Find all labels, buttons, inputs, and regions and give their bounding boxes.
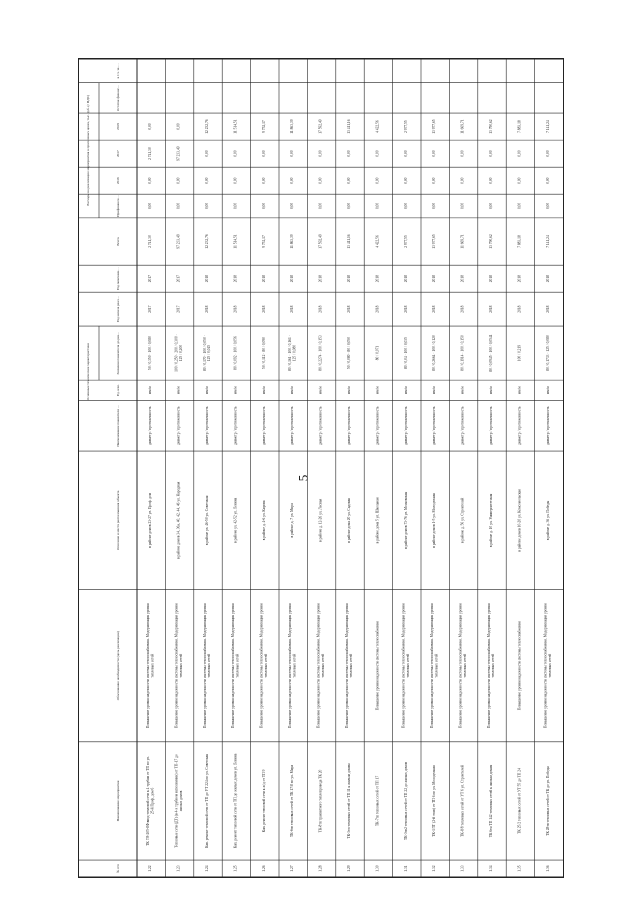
cell-values: 80 / 0,2664 · 100 / 0,120 [432, 335, 437, 371]
cell-param_name: диаметр / протяженность [261, 406, 266, 446]
cell-year_end: 2018 [545, 275, 550, 283]
cell-place: в районе ул. 42-52 ул. Ленина [233, 497, 238, 544]
cell-reason: Повышение уровня надежности системы теплоснабжения. Модернизация уровня [458, 603, 463, 729]
cell-y2018: 11 863,39 [290, 119, 295, 134]
cell-name: ТК-3тп тепловых сетей от ТП 11 к жилым домам [347, 763, 351, 839]
cell-reason: тепловых сетей [349, 653, 354, 678]
column-header-y2017: 2017 [116, 150, 120, 158]
cell-total: 97 233,49 [176, 234, 181, 249]
cell-values: 80 / 0,2274 · 100 / 0,153 [318, 335, 323, 371]
cell-num: 1.26 [261, 865, 266, 872]
cell-total: 11 669,71 [460, 234, 465, 249]
cell-unit: мм/м [347, 386, 351, 395]
column-header-y2016: 2016 [116, 177, 120, 185]
cell-place: в районе домов 10-20 ул. Комсомольская [517, 489, 522, 552]
cell-year_start: 2018 [489, 305, 493, 313]
table-grid [79, 59, 563, 877]
cell-y2017: 0,00 [460, 150, 465, 157]
cell-year_end: 2018 [517, 275, 522, 283]
cell-year_end: 2017 [176, 275, 181, 283]
cell-reason: тепловых сетей [264, 653, 268, 678]
cell-total: 9 752,17 [261, 235, 266, 248]
cell-year_start: 2018 [290, 305, 295, 313]
cell-y2017: 0,00 [403, 150, 408, 157]
cell-unit: мм/м [460, 386, 465, 395]
cell-prev: 0,00 [318, 202, 323, 210]
cell-y2018: 11 514,51 [233, 119, 238, 134]
cell-reason: Повышение уровня надежности системы теплоснабжения [517, 621, 522, 711]
column-header-nds: в т.ч. за … [116, 63, 120, 79]
cell-year_end: 2018 [233, 275, 238, 283]
cell-place: в районе д. 7 ул. Мира [290, 503, 295, 538]
column-header-place: Описание и место расположения объекта [116, 490, 120, 551]
cell-reason: тепловых сетей [178, 653, 183, 678]
cell-y2016: 0,00 [148, 177, 153, 184]
cell-y2018: 4 422,56 [375, 120, 380, 133]
column-header-y2018: 2018 [116, 123, 120, 130]
cell-y2016: 0,00 [318, 177, 323, 184]
cell-num: 1.34 [489, 865, 493, 872]
cell-y2017: 0,00 [545, 150, 550, 157]
cell-y2018: 2 977,55 [403, 120, 408, 133]
cell-param_name: диаметр / протяженность [318, 406, 323, 446]
cell-name: ТК-8тп транзитного теплопровода ТК 20 [318, 769, 323, 833]
cell-total: 7 141,24 [545, 235, 550, 248]
cell-year_end: 2018 [205, 275, 209, 283]
cell-place: в районе домов 73-76 ул. Московская [403, 491, 408, 549]
cell-place: в районе домов 1-5 ул. Молодежная [432, 493, 437, 548]
cell-reason: Повышение уровня надежности системы теплоснабжения. Модернизация уровня [174, 603, 179, 729]
cell-unit: мм/м [318, 386, 323, 395]
cell-total: 13 790,62 [489, 234, 493, 249]
cell-y2017: 0,00 [261, 150, 266, 157]
cell-y2018: 7 141,24 [545, 120, 550, 133]
cell-y2016: 0,00 [489, 177, 493, 184]
cell-reason: тепловых сетей [491, 653, 496, 678]
page-number: 5 [295, 474, 311, 482]
cell-y2017: 0,00 [517, 150, 522, 157]
cell-reason: Повышение уровня надежности системы теплоснабжения. Модернизация уровня [543, 603, 548, 729]
cell-y2016: 0,00 [290, 177, 295, 184]
cell-reason: Повышение уровня надежности системы теплоснабжения. Модернизация уровня [486, 603, 491, 729]
column-header-prev: Профинанси… [116, 195, 120, 217]
cell-prev: 0,00 [432, 202, 437, 210]
column-header-name: Наименование мероприятия [116, 780, 120, 822]
cell-unit: мм/м [261, 386, 266, 395]
cell-reason: Повышение уровня надежности системы теплоснабжения. Модернизация уровня [202, 603, 207, 729]
cell-unit: мм/м [290, 386, 295, 395]
cell-year_end: 2018 [432, 275, 437, 283]
cell-name: Кап. ремонт тепловой сети к ж/д от ТП 9 [261, 769, 266, 833]
cell-total: 12 232,76 [205, 234, 209, 249]
cell-num: 1.23 [176, 865, 181, 872]
cell-name: Кап. ремонт тепловой сети от ТП до УТ 224 по ул. Советская [205, 754, 209, 848]
cell-param_name: диаметр / протяженность [290, 406, 295, 446]
cell-name: ТК 25/2 тепловых сетей от УТ 55 до ТП 24 [517, 768, 522, 834]
cell-unit: мм/м [489, 386, 493, 395]
cell-name: ТК-3тп2 тепловых сетей от ТП 22 до жилых домов [403, 761, 408, 840]
cell-reason: Повышение уровня надежности системы теплоснабжения [375, 621, 380, 711]
cell-y2017: 0,00 [318, 150, 323, 157]
cell-param_name: диаметр / протяженность [460, 406, 465, 446]
cell-param_name: диаметр / протяженность [205, 406, 209, 446]
cell-reason: Повышение уровня надежности системы теплоснабжения. Модернизация уровня [259, 603, 264, 729]
cell-y2017: 0,00 [347, 150, 351, 157]
cell-year_end: 2017 [148, 275, 153, 283]
cell-param_name: диаметр / протяженность [176, 406, 181, 446]
cell-name: ТК-1/ТГ (2-й этап) от ТП 6 по ул. Молодежная [432, 765, 437, 837]
cell-unit: мм/м [432, 386, 437, 395]
cell-num: 1.32 [432, 865, 437, 872]
cell-num: 1.33 [460, 865, 465, 872]
cell-param_name: диаметр / протяженность [347, 406, 351, 446]
cell-total: 7 883,18 [517, 235, 522, 248]
cell-name: Тепловые сети (ДТ) (в 4-х трубном исполнении) от ТП-17 до [174, 754, 179, 848]
cell-y2016: 0,00 [233, 177, 238, 184]
cell-unit: мм/м [545, 386, 550, 395]
cell-param_name: диаметр / протяженность [148, 406, 153, 446]
investment-table [78, 58, 564, 878]
cell-place: в районе д. 12-26 ул. Лесная [318, 498, 323, 542]
cell-y2017: 2 741,30 [148, 147, 153, 160]
cell-year_end: 2018 [347, 275, 351, 283]
cell-year_start: 2018 [375, 305, 380, 313]
cell-year_start: 2018 [347, 305, 351, 313]
cell-year_end: 2018 [489, 275, 493, 283]
cell-place: в районе дома 20 ул. Садовая [347, 498, 351, 543]
cell-y2018: 13 977,65 [432, 119, 437, 134]
cell-reason: Повышение уровня надежности системы теплоснабжения. Модернизация уровня [430, 603, 434, 729]
cell-y2016: 0,00 [460, 177, 465, 184]
cell-unit: мм/м [233, 386, 238, 395]
cell-values: 80 / 0,0945 · 100 / 0,0541 [489, 334, 493, 372]
cell-reason: тепловых сетей [548, 653, 552, 678]
cell-values: 50 / 0,112 · 80 / 0,090 [261, 337, 266, 369]
cell-place: в районе д. 4-6 ул. Кирова [261, 500, 266, 541]
cell-prev: 0,00 [347, 202, 351, 210]
cell-reason: Повышение уровня надежности системы теплоснабжения. Модернизация уровня [231, 603, 236, 729]
cell-values: 100 / 0,219 [517, 344, 522, 362]
cell-place: в районе д. 56 ул. Строителей [460, 497, 465, 544]
cell-y2016: 0,00 [347, 177, 351, 184]
cell-prev: 0,00 [545, 202, 550, 210]
cell-y2017: 0,00 [233, 150, 238, 157]
cell-year_end: 2018 [460, 275, 465, 283]
cell-values: 50 / 0,350 · 100 / 0,080 [148, 336, 153, 370]
cell-num: 1.24 [205, 865, 209, 872]
cell-place: в районе д. 36 ул. Победы [545, 500, 550, 541]
cell-param_name: диаметр / протяженность [432, 406, 437, 446]
cell-prev: 0,00 [489, 202, 493, 210]
cell-prev: 0,00 [205, 202, 209, 210]
cell-y2017: 0,00 [290, 150, 295, 157]
cell-unit: мм/м [205, 386, 209, 395]
cell-name: ТК 7/8-205-8Ф ввод тепловой сети к 4 трубам от ТП по ул. [146, 756, 150, 846]
cell-total: 2 977,55 [403, 235, 408, 248]
cell-year_start: 2018 [545, 305, 550, 313]
cell-param_name: диаметр / протяженность [375, 406, 380, 446]
cell-reason: Повышение уровня надежности системы теплоснабжения. Модернизация уровня [316, 603, 321, 729]
cell-y2017: 0,00 [432, 150, 437, 157]
column-header-values: Значения показателя до реа… [116, 331, 120, 375]
cell-y2018: 0,00 [176, 123, 181, 130]
cell-year_start: 2018 [517, 305, 522, 313]
cell-reason: Повышение уровня надежности системы теплоснабжения. Модернизация уровня [288, 603, 292, 729]
cell-reason: тепловых сетей [150, 653, 155, 678]
cell-y2016: 0,00 [205, 177, 209, 184]
cell-total: 11 514,51 [233, 234, 238, 249]
cell-year_start: 2017 [176, 305, 181, 313]
cell-num: 1.30 [375, 865, 380, 872]
cell-prev: 0,00 [460, 202, 465, 210]
cell-values: 125 / 0,045 [207, 344, 212, 362]
cell-y2018: 0,00 [148, 123, 153, 130]
cell-year_start: 2018 [205, 305, 209, 313]
cell-values: 125 / 0,080 [292, 344, 297, 362]
column-header-num: № п/п [116, 864, 120, 873]
cell-param_name: диаметр / протяженность [517, 406, 522, 446]
group-header-tech: Основные технические характеристики [86, 343, 90, 401]
cell-year_end: 2018 [290, 275, 295, 283]
cell-num: 1.22 [148, 865, 153, 872]
cell-total: 11 863,39 [290, 234, 295, 249]
cell-reason: тепловых сетей [434, 653, 439, 678]
cell-reason: тепловых сетей [406, 653, 410, 678]
cell-num: 1.25 [233, 865, 238, 872]
cell-values: 80 / 0,161 · 100 / 0,161 · [288, 335, 292, 371]
cell-num: 1.35 [517, 865, 522, 872]
cell-reason: Повышение уровня надежности системы теплоснабжения. Модернизация уровня [401, 603, 406, 729]
cell-num: 1.28 [318, 865, 323, 872]
cell-year_start: 2018 [233, 305, 238, 313]
cell-total: 17 592,49 [318, 234, 323, 249]
cell-prev: 0,00 [290, 202, 295, 210]
cell-reason: тепловых сетей [235, 653, 240, 678]
cell-y2018: 13 790,62 [489, 119, 493, 134]
cell-prev: 0,00 [375, 202, 380, 210]
cell-reason: Повышение уровня надежности системы теплоснабжения. Модернизация уровня [146, 603, 150, 729]
cell-param_name: диаметр / протяженность [545, 406, 550, 446]
cell-year_end: 2018 [318, 275, 323, 283]
group-header-finance: Расходы на реализацию мероприятия в прогнозных ценах, тыс. руб. (с НДС) [86, 94, 90, 206]
cell-prev: 0,00 [233, 202, 238, 210]
cell-y2018: 11 669,71 [460, 119, 465, 134]
cell-prev: 0,00 [176, 202, 181, 210]
cell-reason: тепловых сетей [320, 653, 325, 678]
cell-name: ТК-8/8 тепловых сетей от УТ 6 ул. Строителей [460, 765, 465, 837]
cell-name: ТК-6тп тепловых сетей от ТК 17/8 по ул. Мира [290, 764, 295, 837]
cell-y2016: 0,00 [176, 177, 181, 184]
cell-y2016: 0,00 [517, 177, 522, 184]
cell-place: в районе домов 23-27 ул. Проф. дом [148, 492, 153, 548]
cell-reason: Повышение уровня надежности системы теплоснабжения. Модернизация уровня [344, 603, 349, 729]
cell-unit: мм/м [517, 386, 522, 395]
cell-total: 13 411,16 [347, 234, 351, 249]
cell-values: 80 / 0,1733 · 125 / 0,080 [545, 335, 550, 371]
cell-name: ТК-7тп тепловых сетей от ТП 17 [375, 775, 380, 827]
cell-unit: мм/м [403, 386, 408, 395]
cell-y2016: 0,00 [261, 177, 266, 184]
column-header-after: Остаток финанс… [116, 84, 120, 112]
cell-year_end: 2018 [261, 275, 266, 283]
cell-num: 1.36 [545, 865, 550, 872]
cell-unit: мм/м [176, 386, 181, 395]
cell-y2017: 0,00 [489, 150, 493, 157]
cell-values: 80 / 0,04 · 100 / 0,035 [403, 337, 408, 370]
cell-y2016: 0,00 [545, 177, 550, 184]
cell-param_name: диаметр / протяженность [489, 406, 493, 446]
cell-year_start: 2018 [432, 305, 437, 313]
cell-y2018: 7 883,18 [517, 120, 522, 133]
cell-values: 80 / 0,071 [375, 345, 380, 361]
cell-y2018: 13 411,16 [347, 119, 351, 134]
cell-param_name: диаметр / протяженность [403, 406, 408, 446]
cell-y2018: 9 752,17 [261, 120, 266, 133]
cell-total: 13 977,65 [432, 234, 437, 249]
cell-year_start: 2018 [261, 305, 266, 313]
cell-year_start: 2018 [460, 305, 465, 313]
cell-values: 80 / 0,170 · 100 / 0,050 · [202, 335, 207, 371]
cell-num: 1.31 [403, 865, 408, 872]
cell-y2017: 0,00 [375, 150, 380, 157]
cell-place: в районе д. 10 ул. Университетская [489, 493, 493, 548]
cell-name: ТК 28тп тепловых сетей от ТК до ул. Победы [545, 766, 550, 836]
cell-name: 25-й Проф. дом 6 [150, 787, 155, 815]
cell-reason: тепловых сетей [292, 653, 297, 678]
cell-total: 4 422,56 [375, 235, 380, 248]
cell-reason: тепловых сетей [207, 653, 212, 678]
cell-param_name: диаметр / протяженность [233, 406, 238, 446]
cell-y2017: 0,00 [205, 150, 209, 157]
cell-prev: 0,00 [517, 202, 522, 210]
cell-prev: 0,00 [403, 202, 408, 210]
cell-values: 50 / 0,080 · 80 / 0,050 [347, 337, 351, 370]
cell-y2016: 0,00 [375, 177, 380, 184]
cell-y2016: 0,00 [403, 177, 408, 184]
cell-year_start: 2018 [403, 305, 408, 313]
cell-values: 125 / 0,200 [178, 344, 183, 362]
cell-y2017: 97 233,49 [176, 146, 181, 161]
cell-values: 100 / 0,250 · 200 / 0,300 · [174, 334, 179, 372]
cell-year_end: 2018 [375, 275, 380, 283]
cell-prev: 0,00 [261, 202, 266, 210]
cell-name: Кап. ремонт тепловой сети от ТП до жилых домов ул. Ленина [233, 753, 238, 849]
cell-name: ТК 6тн ТП 142 тепловых сетей к жилым домам [489, 764, 493, 838]
cell-values: 80 / 0,092 · 100 / 0,056 [233, 336, 238, 370]
column-header-unit: Ед. изм. [116, 384, 120, 397]
cell-year_start: 2017 [148, 305, 153, 313]
cell-y2018: 17 592,49 [318, 119, 323, 134]
cell-name: жилых домов [178, 790, 183, 812]
column-header-year_start: Год начала реал… [116, 296, 120, 323]
cell-prev: 0,00 [148, 202, 153, 210]
cell-place: в районе домов 34, 36а, 40, 42, 44, 46 ул. Народная [176, 481, 181, 560]
column-header-year_end: Год окончани… [116, 267, 120, 291]
column-header-total: Всего [116, 237, 120, 246]
cell-unit: мм/м [375, 386, 380, 395]
column-header-param_name: Наименование показателя … [116, 404, 120, 447]
cell-num: 1.29 [347, 865, 351, 872]
cell-y2018: 12 232,76 [205, 119, 209, 134]
cell-place: в районе дома 5 ул. Школьная [375, 497, 380, 544]
cell-year_start: 2018 [318, 305, 323, 313]
cell-y2016: 0,00 [432, 177, 437, 184]
cell-place: в районе ул. 46-50 ул. Советская [205, 495, 209, 546]
cell-year_end: 2018 [403, 275, 408, 283]
cell-num: 1.27 [290, 865, 295, 872]
cell-reason: тепловых сетей [462, 653, 467, 678]
cell-total: 2 741,30 [148, 235, 153, 248]
cell-unit: мм/м [148, 386, 153, 395]
cell-values: 80 / 0,1914 · 100 / 0,150 [460, 335, 465, 371]
column-header-reason: Обоснование необходимости (цель реализации) [116, 631, 120, 701]
